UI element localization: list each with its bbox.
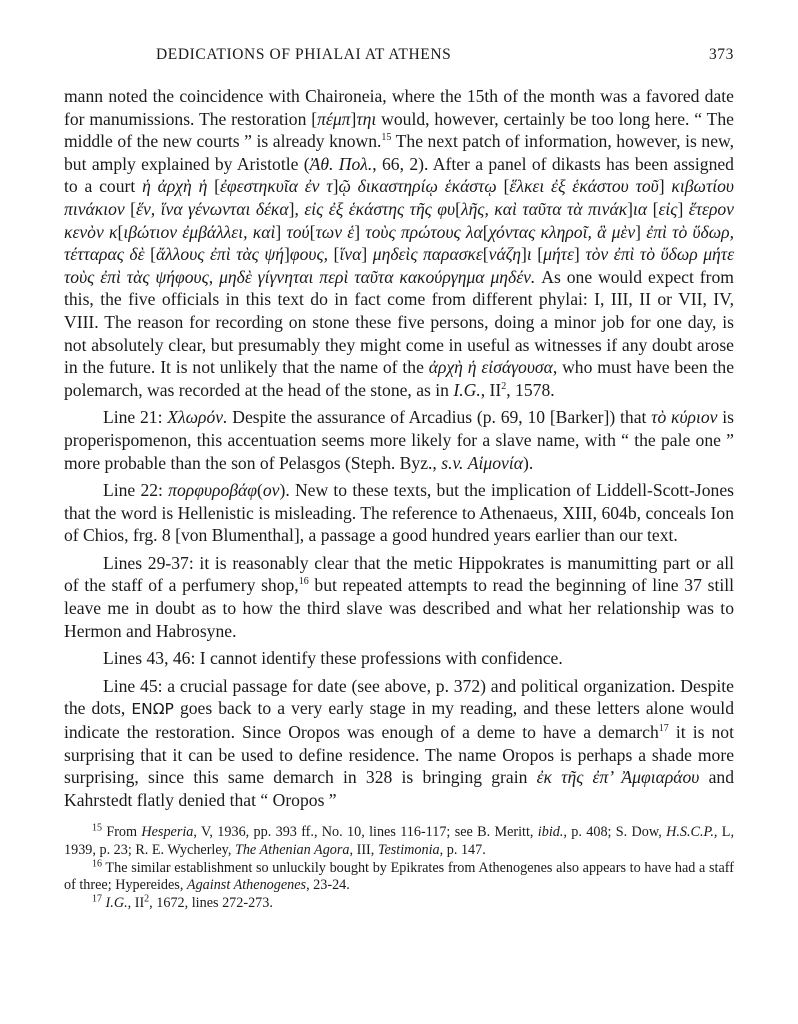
paragraph: Lines 29-37: it is reasonably clear that the metic Hippokrates is manumitting part or all of the staff of a perfumery shop,$^{16}$ but repeated attempts to read the beginning of line 37 still leave me in doubt as to how the third slave was described and what her relationship was to Hermon and Habrosyne. [64,552,734,641]
paragraph: mann noted the coincidence with Chaironeia, where the 15th of the month was a favored date for manumissions. The restoration [πέμπ]τηι would, however, certainly be too long here. “ The middle of the new courts ” is already known.$^{15}$ The next patch of information, however, is new, but amply explained by Aristotle (Ἀθ. Πολ., 66, 2). After a panel of dikasts has been assigned to a court ἡ ἀρχὴ ἡ [ἐφεστηκυῖα ἐν τ]ῷ δικαστηρίῳ ἑκάστῳ [ἕλκει ἐξ ἑκάστου τοῦ] κιβωτίου πινάκιον [ἕν, ἵνα γένωνται δέκα], εἰς ἐξ ἑκάστης τῆς φυ[λῆς, καὶ ταῦτα τὰ πινάκ]ια [εἰς] ἕτερον κενὸν κ[ιβώτιον ἐμβάλλει, καὶ] τού[των ἑ] τοὺς πρώτους λα[χόντας κληροῖ, ἃ μὲν] ἐπὶ τὸ ὕδωρ, τέτταρας δὲ [ἄλλους ἐπὶ τὰς ψή]φους, [ἵνα] μηδεὶς παρασκε[νάζη]ι [μήτε] τὸν ἐπὶ τὸ ὕδωρ μήτε τοὺς ἐπὶ τὰς ψήφους, μηδὲ γίγνηται περὶ ταῦτα κακούργημα μηδέν. As one would expect from this, the five officials in this text do in fact come from different phylai: I, III, II or VII, IV, VIII. The reason for recording on stone these five persons, doing a minor job for one day, is not absolutely clear, but presumably they might come in useful as witnesses if any doubt arose in the future. It is not unlikely that the name of the ἀρχὴ ἡ εἰσάγουσα, who must have been the polemarch, was recorded at the head of the stone, as in I.G., $II^2$, 1578. [64,86,735,400]
page-number: 373 [708,46,734,63]
paragraph: Lines 43, 46: I cannot identify these professions with confidence. [103,648,563,669]
footnote: $^{16}$ The similar establishment so unluckily bought by Epikrates from Athenogenes also appears to have had a staff of three; Hypereides, Against Athenogenes, 23-24. [64,857,734,894]
page [64,46,734,912]
paragraph: Line 22: πορφυροβάφ(ον). New to these texts, but the implication of Liddell-Scott-Jones that the word is Hellenistic is misleading. The reference to Athenaeus, XIII, 604b, conceals Ion of Chios, frg. 8 [von Blumenthal], a passage a good hundred years earlier than our text. [64,480,734,546]
footnote: $^{17}$ I.G., $II^2$, 1672, lines 272-273. [92,893,273,911]
running-header [64,46,734,72]
running-title: DEDICATIONS OF PHIALAI AT ATHENS [156,46,452,63]
footnote: $^{15}$ From Hesperia, V, 1936, pp. 393 ff., No. 10, lines 116-117; see B. Meritt, ibid., p. 408; S. Dow, H.S.C.P., L, 1939, p. 23; R. E. Wycherley, The Athenian Agora, III, Testimonia, p. 147. [64,822,735,858]
paragraph: Line 21: Χλωρόν. Despite the assurance of Arcadius (p. 69, 10 [Barker]) that τὸ κύριον is properispomenon, this accentuation seems more likely for a slave name, with “ the pale one ” more probable than the son of Pelasgos (Steph. Byz., s.v. Αἱμονία). [64,407,734,473]
footnotes [64,824,734,912]
paragraph: Line 45: a crucial passage for date (see above, p. 372) and political organization. Despite the dots, ΕΝΩΡ goes back to a very early stage in my reading, and these letters alone would indicate the restoration. Since Oropos was enough of a deme to have a demarch$^{17}$ it is not surprising that it can be used to define residence. The name Oropos is perhaps a shade more surprising, since this same demarch in 328 is bringing grain ἐκ τῆς ἐπ’ Ἀμφιαράου and Kahrstedt flatly denied that “ Oropos ” [64,675,734,810]
main-text [64,85,734,811]
